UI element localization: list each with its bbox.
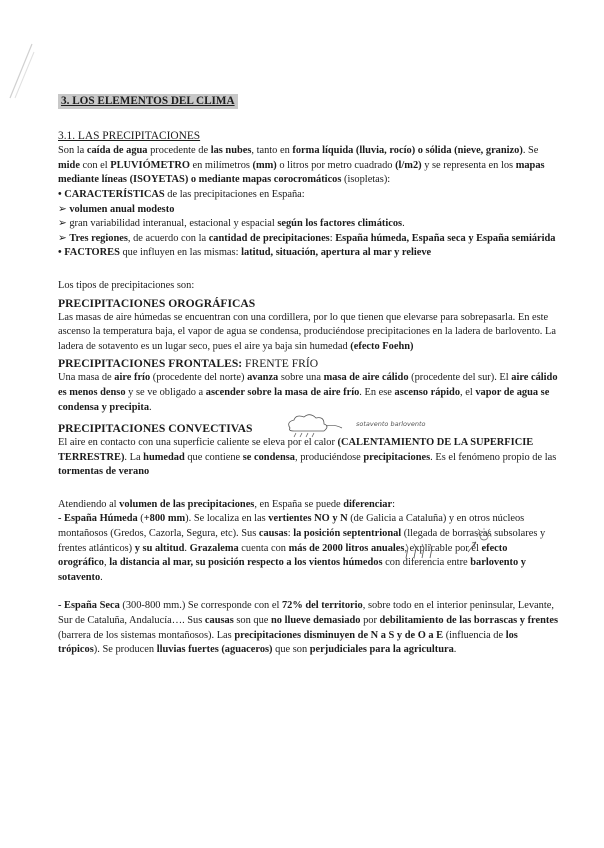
cloud-sketch	[284, 412, 344, 438]
orograficas-paragraph: Las masas de aire húmedas se encuentran con una cordillera, por lo que tienen que elevarse para sobrepasarla. En este ascenso la temperatura baja, el vapor de agua se condensa, produciéndose precipitaciones en la ladera de barlovento. La ladera de sotavento es un lugar seco, pues el aire ya baja sin humedad (efecto Foehn)	[58, 311, 556, 352]
frontales-heading: PRECIPITACIONES FRONTALES: FRENTE FRÍO	[58, 357, 319, 371]
espana-seca-paragraph: - España Seca (300-800 mm.) Se corresponde con el 72% del territorio, sobre todo en el interior peninsular, Levante, Sur de Cataluña, Andalucía…. Sus causas son que no llueve demasiado por debilitamiento de las borrascas y frentes (barrera de los sistemas montañosos). Las precipitaciones disminuyen de N a S y de O a E (influencia de los trópicos). Se producen lluvias fuertes (aguaceros) que son perjudiciales para la agricultura.	[58, 600, 558, 656]
orograficas-heading: PRECIPITACIONES OROGRÁFICAS	[58, 296, 256, 310]
convection-sketch	[398, 528, 498, 562]
list-item: ➢ gran variabilidad interanual, estacional y espacial según los factores climáticos.	[58, 218, 405, 230]
section-subtitle: 3.1. LAS PRECIPITACIONES	[58, 129, 201, 142]
handwritten-note: sotavento barlovento	[356, 420, 426, 428]
convectivas-paragraph: El aire en contacto con una superficie caliente se eleva por el calor (CALENTAMIENTO DE LA SUPERFICIE TERRESTRE). La humedad que contiene se condensa, produciéndose precipitaciones. Es el fenómeno propio de las tormentas de verano	[58, 437, 557, 478]
list-item: ➢ volumen anual modesto	[58, 203, 175, 215]
scan-artifact-mark	[6, 40, 36, 100]
frontales-paragraph: Una masa de aire frío (procedente del norte) avanza sobre una masa de aire cálido (procedente del sur). El aire cálido es menos denso y se ve obligado a ascender sobre la masa de aire frío. En ese ascenso rápido, el vapor de agua se condensa y precipita.	[58, 372, 558, 413]
factores-line: • FACTORES que influyen en las mismas: latitud, situación, apertura al mar y relieve	[58, 247, 432, 259]
document-content	[58, 94, 558, 658]
intro-paragraph: Son la caída de agua procedente de las nubes, tanto en forma líquida (lluvia, rocío) o sólida (nieve, granizo). Se mide con el PLUVIÓMETRO en milímetros (mm) o litros por metro cuadrado (l/m2) y se representa en los mapas mediante líneas (ISOYETAS) o mediante mapas corocromáticos (isopletas):	[58, 145, 545, 186]
tipos-intro: Los tipos de precipitaciones son:	[58, 279, 195, 291]
list-item: ➢ Tres regiones, de acuerdo con la cantidad de precipitaciones: España húmeda, España seca y España semiárida	[58, 232, 556, 244]
espana-humeda-paragraph: - España Húmeda (+800 mm). Se localiza en las vertientes NO y N (de Galicia a Cataluña) y en otros núcleos montañosos (Gredos, Cazorla, Segura, etc). Sus causas: la posición septentrional (llegada de borrascas subsolares y frentes atlánticos) y su altitud. Grazalema cuenta con más de 2000 litros anuales, explicable por el efecto orográfico, la distancia al mar, su posición respecto a los vientos húmedos con diferencia entre barlovento y sotavento.	[58, 513, 546, 583]
atendiendo-paragraph: Atendiendo al volumen de las precipitaciones, en España se puede diferenciar:	[58, 498, 395, 510]
convectivas-heading: PRECIPITACIONES CONVECTIVAS	[58, 422, 253, 436]
document-title: 3. LOS ELEMENTOS DEL CLIMA	[58, 94, 238, 109]
caracteristicas-heading: • CARACTERÍSTICAS de las precipitaciones en España:	[58, 188, 305, 200]
